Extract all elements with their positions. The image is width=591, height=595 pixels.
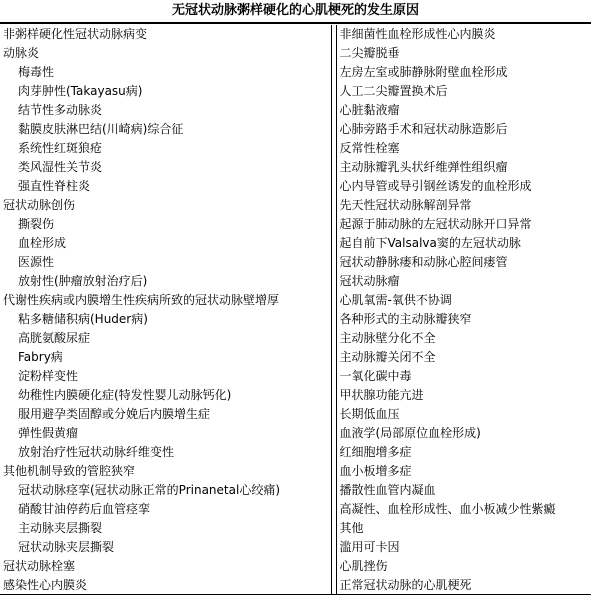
table-row	[0, 367, 591, 386]
table-row	[0, 348, 591, 367]
right-cause: 滥用可卡因	[339, 540, 400, 554]
table-row	[0, 215, 591, 234]
right-cause: 血小板增多症	[339, 464, 412, 478]
table-row	[0, 310, 591, 329]
right-cause: 起自前下Valsalva窦的左冠状动脉	[339, 236, 521, 250]
left-cause: 动脉炎	[3, 46, 40, 60]
table-row	[0, 196, 591, 215]
right-cause: 冠状动静脉瘘和动脉心腔间瘘管	[339, 255, 508, 269]
left-cause: 淀粉样变性	[18, 369, 79, 383]
right-cause: 非细菌性血栓形成性心内膜炎	[339, 27, 496, 41]
table-row	[0, 120, 591, 139]
table-row	[0, 25, 591, 44]
right-cause: 心肌氧需-氧供不协调	[339, 293, 452, 307]
left-cause: 幼稚性内膜硬化症(特发性婴儿动脉钙化)	[18, 388, 232, 402]
causes-table	[0, 25, 591, 595]
right-cause: 高凝性、血栓形成性、血小板减少性紫癜	[339, 502, 556, 516]
right-cause: 起源于肺动脉的左冠状动脉开口异常	[339, 217, 532, 231]
table-row	[0, 500, 591, 519]
table-row	[0, 519, 591, 538]
table-row	[0, 63, 591, 82]
right-cause: 左房左室或肺静脉附壁血栓形成	[339, 65, 508, 79]
left-cause: 撕裂伤	[18, 217, 55, 231]
left-cause: Fabry病	[18, 350, 63, 364]
right-cause: 人工二尖瓣置换术后	[339, 84, 448, 98]
left-cause: 梅毒性	[18, 65, 55, 79]
left-cause: 粘多糖储积病(Huder病)	[18, 312, 148, 326]
right-cause: 一氧化碳中毒	[339, 369, 412, 383]
left-cause: 弹性假黄瘤	[18, 426, 79, 440]
left-cause: 冠状动脉痉挛(冠状动脉正常的Prinanetal心绞痛)	[18, 483, 280, 497]
right-cause: 其他	[339, 521, 364, 535]
table-row	[0, 557, 591, 576]
left-cause: 黏膜皮肤淋巴结(川崎病)综合征	[18, 122, 184, 136]
left-cause: 冠状动脉夹层撕裂	[18, 540, 115, 554]
left-cause: 高胱氨酸尿症	[18, 331, 91, 345]
left-cause: 服用避孕类固醇或分娩后内膜增生症	[18, 407, 211, 421]
left-cause: 结节性多动脉炎	[18, 103, 103, 117]
right-cause: 甲状腺功能亢进	[339, 388, 424, 402]
table-row	[0, 139, 591, 158]
right-cause: 播散性血管内凝血	[339, 483, 436, 497]
table-row	[0, 177, 591, 196]
left-cause: 血栓形成	[18, 236, 67, 250]
right-cause: 血液学(局部原位血栓形成)	[339, 426, 481, 440]
right-cause: 先天性冠状动脉解剖异常	[339, 198, 472, 212]
right-cause: 心脏黏液瘤	[339, 103, 400, 117]
left-cause: 放射治疗性冠状动脉纤维变性	[18, 445, 175, 459]
table-row	[0, 44, 591, 63]
table-row	[0, 272, 591, 291]
table-title: 无冠状动脉粥样硬化的心肌梗死的发生原因	[0, 0, 591, 24]
right-cause: 主动脉壁分化不全	[339, 331, 436, 345]
table-row	[0, 253, 591, 272]
table-row	[0, 405, 591, 424]
table-row	[0, 576, 591, 595]
left-cause: 医源性	[18, 255, 55, 269]
right-cause: 反常性栓塞	[339, 141, 400, 155]
table-row	[0, 424, 591, 443]
right-cause: 冠状动脉瘤	[339, 274, 400, 288]
right-cause: 心肌挫伤	[339, 559, 388, 573]
left-cause: 主动脉夹层撕裂	[18, 521, 103, 535]
table-row	[0, 234, 591, 253]
table-body	[0, 25, 591, 595]
right-cause: 主动脉瓣乳头状纤维弹性组织瘤	[339, 160, 508, 174]
right-cause: 长期低血压	[339, 407, 400, 421]
left-cause: 感染性心内膜炎	[3, 578, 88, 592]
right-cause: 心肺旁路手术和冠状动脉造影后	[339, 122, 508, 136]
table-row	[0, 101, 591, 120]
table-row	[0, 481, 591, 500]
table-row	[0, 443, 591, 462]
table-row	[0, 158, 591, 177]
left-cause: 肉芽肿性(Takayasu病)	[18, 84, 143, 98]
table-row	[0, 386, 591, 405]
left-cause: 非粥样硬化性冠状动脉病变	[3, 27, 148, 41]
right-cause: 心内导管或导引钢丝诱发的血栓形成	[339, 179, 532, 193]
left-cause: 放射性(肿瘤放射治疗后)	[18, 274, 148, 288]
table-row	[0, 329, 591, 348]
left-cause: 硝酸甘油停药后血管痉挛	[18, 502, 151, 516]
right-cause: 主动脉瓣关闭不全	[339, 350, 436, 364]
left-cause: 冠状动脉创伤	[3, 198, 76, 212]
left-cause: 代谢性疾病或内膜增生性疾病所致的冠状动脉壁增厚	[3, 293, 280, 307]
right-cause: 正常冠状动脉的心肌梗死	[339, 578, 472, 592]
table-row	[0, 538, 591, 557]
left-cause: 类风湿性关节炎	[18, 160, 103, 174]
right-cause: 二尖瓣脱垂	[339, 46, 400, 60]
right-cause: 红细胞增多症	[339, 445, 412, 459]
table-row	[0, 291, 591, 310]
table-row	[0, 82, 591, 101]
left-cause: 冠状动脉栓塞	[3, 559, 76, 573]
left-cause: 强直性脊柱炎	[18, 179, 91, 193]
left-cause: 其他机制导致的管腔狭窄	[3, 464, 136, 478]
left-cause: 系统性红斑狼疮	[18, 141, 103, 155]
table-row	[0, 462, 591, 481]
right-cause: 各种形式的主动脉瓣狭窄	[339, 312, 472, 326]
